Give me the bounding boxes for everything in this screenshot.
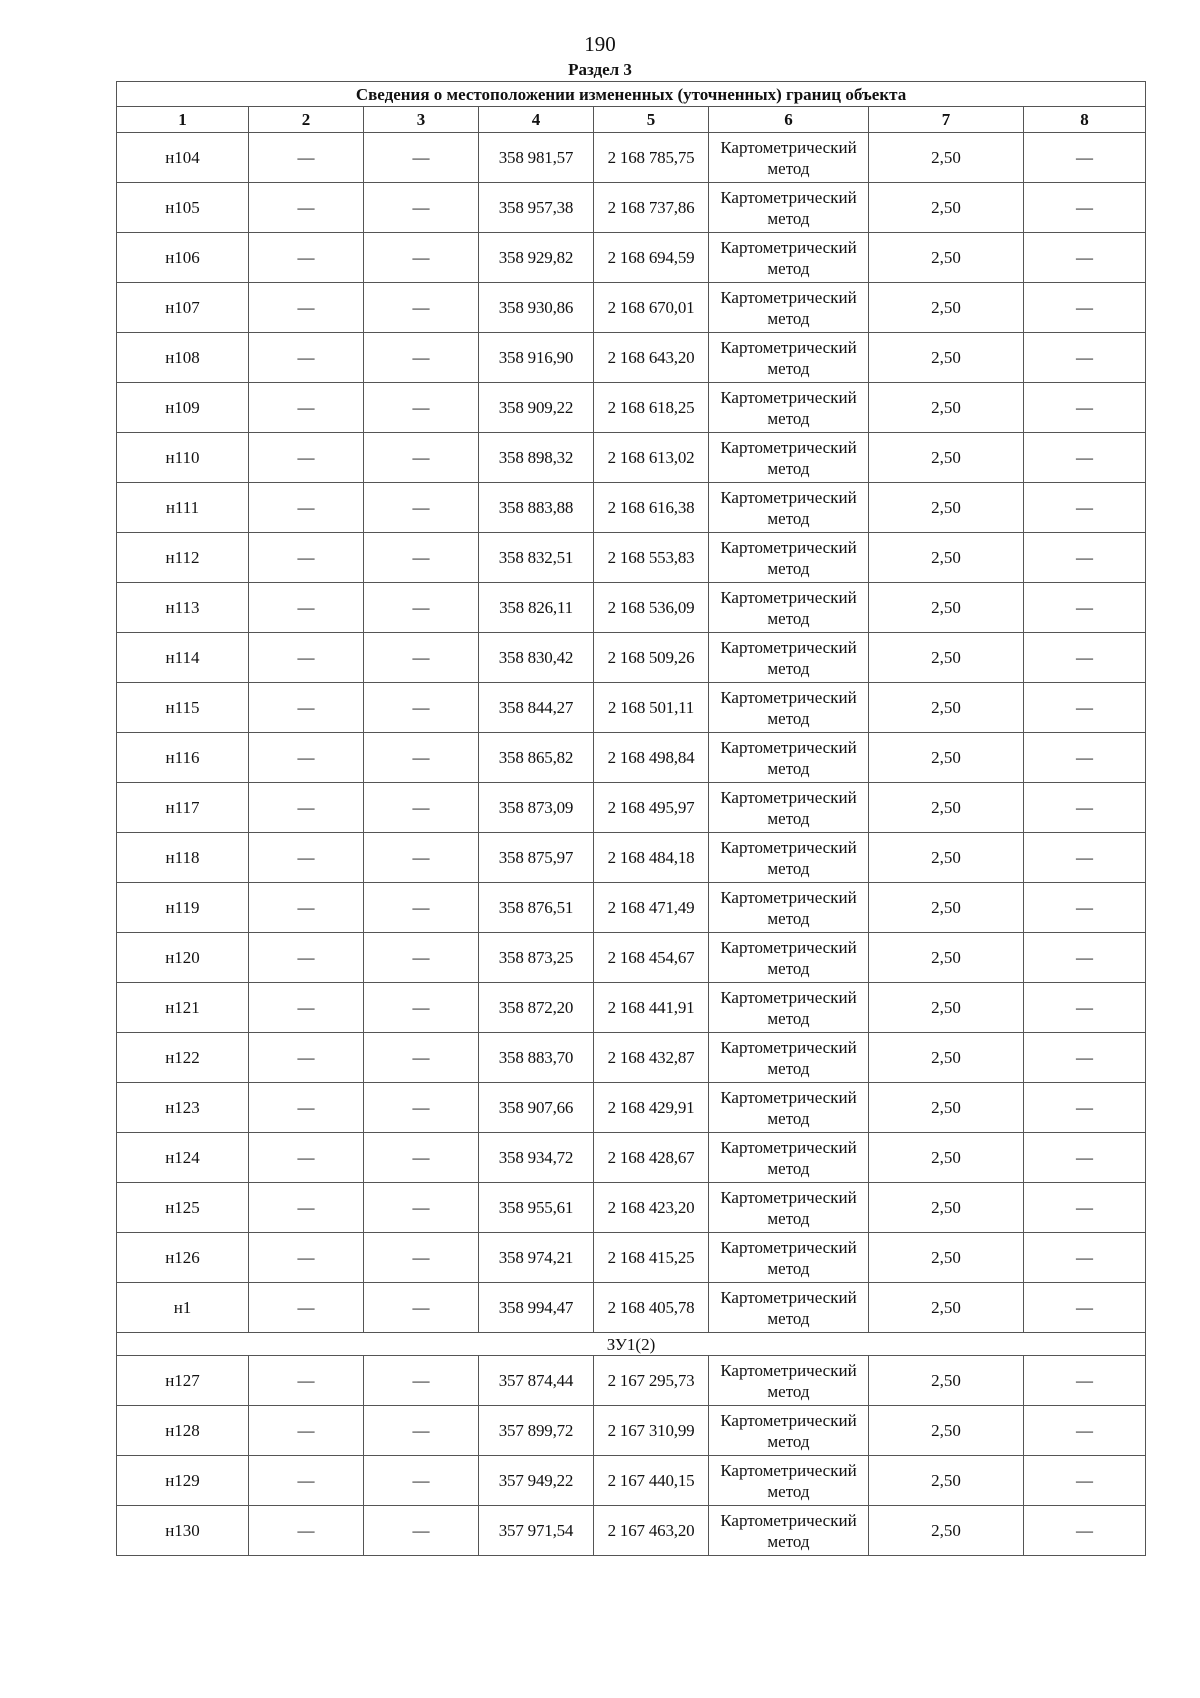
table-row [117, 933, 1146, 983]
point-cell: н118 [117, 833, 249, 883]
precision-cell: 2,50 [869, 1356, 1024, 1406]
precision-cell: 2,50 [869, 833, 1024, 883]
point-cell: н123 [117, 1083, 249, 1133]
method-cell: Картометрический метод [709, 433, 869, 483]
column-number: 5 [594, 107, 709, 133]
empty-cell: — [249, 133, 364, 183]
empty-cell: — [1024, 583, 1146, 633]
precision-cell: 2,50 [869, 583, 1024, 633]
x-coordinate-cell: 358 865,82 [479, 733, 594, 783]
empty-cell: — [249, 433, 364, 483]
table-row [117, 383, 1146, 433]
table-row [117, 1033, 1146, 1083]
precision-cell: 2,50 [869, 1456, 1024, 1506]
empty-cell: — [249, 1506, 364, 1556]
x-coordinate-cell: 358 876,51 [479, 883, 594, 933]
y-coordinate-cell: 2 168 643,20 [594, 333, 709, 383]
x-coordinate-cell: 357 899,72 [479, 1406, 594, 1456]
method-cell: Картометрический метод [709, 1283, 869, 1333]
x-coordinate-cell: 357 971,54 [479, 1506, 594, 1556]
table-row [117, 1356, 1146, 1406]
method-cell: Картометрический метод [709, 533, 869, 583]
precision-cell: 2,50 [869, 1083, 1024, 1133]
point-cell: н115 [117, 683, 249, 733]
point-cell: н108 [117, 333, 249, 383]
precision-cell: 2,50 [869, 1033, 1024, 1083]
empty-cell: — [1024, 433, 1146, 483]
point-cell: н121 [117, 983, 249, 1033]
empty-cell: — [1024, 183, 1146, 233]
x-coordinate-cell: 358 994,47 [479, 1283, 594, 1333]
precision-cell: 2,50 [869, 183, 1024, 233]
y-coordinate-cell: 2 168 428,67 [594, 1133, 709, 1183]
y-coordinate-cell: 2 168 405,78 [594, 1283, 709, 1333]
y-coordinate-cell: 2 168 495,97 [594, 783, 709, 833]
y-coordinate-cell: 2 167 440,15 [594, 1456, 709, 1506]
method-cell: Картометрический метод [709, 683, 869, 733]
empty-cell: — [249, 833, 364, 883]
empty-cell: — [364, 933, 479, 983]
y-coordinate-cell: 2 168 670,01 [594, 283, 709, 333]
precision-cell: 2,50 [869, 1406, 1024, 1456]
method-cell: Картометрический метод [709, 983, 869, 1033]
x-coordinate-cell: 358 872,20 [479, 983, 594, 1033]
precision-cell: 2,50 [869, 1233, 1024, 1283]
empty-cell: — [364, 583, 479, 633]
point-cell: н117 [117, 783, 249, 833]
empty-cell: — [249, 1406, 364, 1456]
empty-cell: — [249, 1033, 364, 1083]
method-cell: Картометрический метод [709, 633, 869, 683]
point-cell: н1 [117, 1283, 249, 1333]
table-row [117, 1506, 1146, 1556]
table-body [117, 82, 1146, 1556]
empty-cell: — [249, 883, 364, 933]
page-number: 190 [584, 32, 616, 56]
precision-cell: 2,50 [869, 733, 1024, 783]
point-cell: н125 [117, 1183, 249, 1233]
empty-cell: — [1024, 833, 1146, 883]
precision-cell: 2,50 [869, 433, 1024, 483]
precision-cell: 2,50 [869, 983, 1024, 1033]
point-cell: н107 [117, 283, 249, 333]
method-cell: Картометрический метод [709, 233, 869, 283]
table-row [117, 233, 1146, 283]
precision-cell: 2,50 [869, 883, 1024, 933]
table-row [117, 1283, 1146, 1333]
empty-cell: — [364, 233, 479, 283]
empty-cell: — [364, 1406, 479, 1456]
empty-cell: — [1024, 733, 1146, 783]
y-coordinate-cell: 2 168 471,49 [594, 883, 709, 933]
point-cell: н119 [117, 883, 249, 933]
empty-cell: — [1024, 1506, 1146, 1556]
x-coordinate-cell: 357 874,44 [479, 1356, 594, 1406]
x-coordinate-cell: 358 883,70 [479, 1033, 594, 1083]
y-coordinate-cell: 2 167 310,99 [594, 1406, 709, 1456]
point-cell: н116 [117, 733, 249, 783]
table-row [117, 633, 1146, 683]
point-cell: н111 [117, 483, 249, 533]
empty-cell: — [249, 783, 364, 833]
method-cell: Картометрический метод [709, 783, 869, 833]
empty-cell: — [364, 1356, 479, 1406]
x-coordinate-cell: 358 930,86 [479, 283, 594, 333]
method-cell: Картометрический метод [709, 1083, 869, 1133]
empty-cell: — [1024, 333, 1146, 383]
y-coordinate-cell: 2 168 484,18 [594, 833, 709, 883]
empty-cell: — [249, 183, 364, 233]
empty-cell: — [364, 1133, 479, 1183]
method-cell: Картометрический метод [709, 1456, 869, 1506]
table-row [117, 683, 1146, 733]
precision-cell: 2,50 [869, 333, 1024, 383]
empty-cell: — [364, 383, 479, 433]
empty-cell: — [364, 1083, 479, 1133]
y-coordinate-cell: 2 168 785,75 [594, 133, 709, 183]
precision-cell: 2,50 [869, 533, 1024, 583]
method-cell: Картометрический метод [709, 1133, 869, 1183]
empty-cell: — [249, 1356, 364, 1406]
empty-cell: — [1024, 933, 1146, 983]
empty-cell: — [364, 1506, 479, 1556]
empty-cell: — [249, 383, 364, 433]
table-row [117, 483, 1146, 533]
y-coordinate-cell: 2 168 536,09 [594, 583, 709, 633]
table-row [117, 1183, 1146, 1233]
table-row [117, 883, 1146, 933]
precision-cell: 2,50 [869, 1283, 1024, 1333]
method-cell: Картометрический метод [709, 383, 869, 433]
empty-cell: — [249, 633, 364, 683]
y-coordinate-cell: 2 168 429,91 [594, 1083, 709, 1133]
y-coordinate-cell: 2 168 616,38 [594, 483, 709, 533]
empty-cell: — [364, 1183, 479, 1233]
y-coordinate-cell: 2 168 415,25 [594, 1233, 709, 1283]
empty-cell: — [249, 933, 364, 983]
point-cell: н106 [117, 233, 249, 283]
column-number: 4 [479, 107, 594, 133]
method-cell: Картометрический метод [709, 883, 869, 933]
empty-cell: — [364, 133, 479, 183]
table-row [117, 1083, 1146, 1133]
precision-cell: 2,50 [869, 133, 1024, 183]
y-coordinate-cell: 2 168 498,84 [594, 733, 709, 783]
point-cell: н120 [117, 933, 249, 983]
x-coordinate-cell: 358 844,27 [479, 683, 594, 733]
method-cell: Картометрический метод [709, 1033, 869, 1083]
empty-cell: — [1024, 983, 1146, 1033]
method-cell: Картометрический метод [709, 483, 869, 533]
y-coordinate-cell: 2 168 737,86 [594, 183, 709, 233]
empty-cell: — [364, 683, 479, 733]
column-number: 3 [364, 107, 479, 133]
table-row [117, 533, 1146, 583]
empty-cell: — [364, 483, 479, 533]
table-row [117, 283, 1146, 333]
empty-cell: — [1024, 633, 1146, 683]
precision-cell: 2,50 [869, 1133, 1024, 1183]
empty-cell: — [364, 783, 479, 833]
table-caption: Сведения о местоположении измененных (уточненных) границ объекта [117, 82, 1146, 107]
empty-cell: — [1024, 233, 1146, 283]
x-coordinate-cell: 358 875,97 [479, 833, 594, 883]
empty-cell: — [249, 733, 364, 783]
x-coordinate-cell: 358 832,51 [479, 533, 594, 583]
empty-cell: — [249, 283, 364, 333]
x-coordinate-cell: 358 898,32 [479, 433, 594, 483]
empty-cell: — [1024, 783, 1146, 833]
empty-cell: — [1024, 1133, 1146, 1183]
x-coordinate-cell: 358 955,61 [479, 1183, 594, 1233]
table-row [117, 133, 1146, 183]
table-row [117, 1233, 1146, 1283]
empty-cell: — [364, 283, 479, 333]
point-cell: н126 [117, 1233, 249, 1283]
section-title: Раздел 3 [568, 60, 632, 79]
point-cell: н128 [117, 1406, 249, 1456]
empty-cell: — [364, 883, 479, 933]
x-coordinate-cell: 358 929,82 [479, 233, 594, 283]
table-caption-row [117, 82, 1146, 107]
precision-cell: 2,50 [869, 383, 1024, 433]
empty-cell: — [364, 183, 479, 233]
empty-cell: — [1024, 883, 1146, 933]
empty-cell: — [1024, 1283, 1146, 1333]
precision-cell: 2,50 [869, 783, 1024, 833]
y-coordinate-cell: 2 168 694,59 [594, 233, 709, 283]
precision-cell: 2,50 [869, 483, 1024, 533]
table-row [117, 183, 1146, 233]
group-label: ЗУ1(2) [117, 1333, 1146, 1356]
empty-cell: — [364, 833, 479, 883]
empty-cell: — [1024, 1356, 1146, 1406]
method-cell: Картометрический метод [709, 133, 869, 183]
precision-cell: 2,50 [869, 1506, 1024, 1556]
x-coordinate-cell: 358 974,21 [479, 1233, 594, 1283]
point-cell: н130 [117, 1506, 249, 1556]
x-coordinate-cell: 358 873,09 [479, 783, 594, 833]
empty-cell: — [249, 583, 364, 633]
y-coordinate-cell: 2 168 553,83 [594, 533, 709, 583]
empty-cell: — [249, 333, 364, 383]
empty-cell: — [364, 1233, 479, 1283]
empty-cell: — [364, 533, 479, 583]
empty-cell: — [249, 233, 364, 283]
y-coordinate-cell: 2 168 441,91 [594, 983, 709, 1033]
precision-cell: 2,50 [869, 633, 1024, 683]
precision-cell: 2,50 [869, 933, 1024, 983]
empty-cell: — [249, 483, 364, 533]
y-coordinate-cell: 2 168 613,02 [594, 433, 709, 483]
table-row [117, 1406, 1146, 1456]
x-coordinate-cell: 358 883,88 [479, 483, 594, 533]
column-number: 6 [709, 107, 869, 133]
empty-cell: — [364, 1033, 479, 1083]
point-cell: н113 [117, 583, 249, 633]
empty-cell: — [249, 983, 364, 1033]
point-cell: н129 [117, 1456, 249, 1506]
empty-cell: — [249, 1283, 364, 1333]
precision-cell: 2,50 [869, 283, 1024, 333]
method-cell: Картометрический метод [709, 1233, 869, 1283]
precision-cell: 2,50 [869, 683, 1024, 733]
y-coordinate-cell: 2 168 432,87 [594, 1033, 709, 1083]
table-row [117, 783, 1146, 833]
method-cell: Картометрический метод [709, 1356, 869, 1406]
empty-cell: — [1024, 283, 1146, 333]
empty-cell: — [1024, 683, 1146, 733]
point-cell: н109 [117, 383, 249, 433]
table-row [117, 583, 1146, 633]
table-row [117, 983, 1146, 1033]
column-number: 8 [1024, 107, 1146, 133]
empty-cell: — [249, 1083, 364, 1133]
method-cell: Картометрический метод [709, 1406, 869, 1456]
x-coordinate-cell: 358 873,25 [479, 933, 594, 983]
method-cell: Картометрический метод [709, 333, 869, 383]
x-coordinate-cell: 358 830,42 [479, 633, 594, 683]
method-cell: Картометрический метод [709, 1506, 869, 1556]
point-cell: н122 [117, 1033, 249, 1083]
y-coordinate-cell: 2 168 423,20 [594, 1183, 709, 1233]
empty-cell: — [1024, 1183, 1146, 1233]
y-coordinate-cell: 2 168 509,26 [594, 633, 709, 683]
method-cell: Картометрический метод [709, 733, 869, 783]
group-row [117, 1333, 1146, 1356]
empty-cell: — [364, 433, 479, 483]
table-row [117, 433, 1146, 483]
empty-cell: — [364, 733, 479, 783]
empty-cell: — [364, 633, 479, 683]
x-coordinate-cell: 358 957,38 [479, 183, 594, 233]
column-number: 1 [117, 107, 249, 133]
table-row [117, 733, 1146, 783]
x-coordinate-cell: 358 907,66 [479, 1083, 594, 1133]
point-cell: н110 [117, 433, 249, 483]
y-coordinate-cell: 2 167 463,20 [594, 1506, 709, 1556]
point-cell: н112 [117, 533, 249, 583]
y-coordinate-cell: 2 167 295,73 [594, 1356, 709, 1406]
method-cell: Картометрический метод [709, 833, 869, 883]
empty-cell: — [1024, 133, 1146, 183]
empty-cell: — [1024, 1406, 1146, 1456]
method-cell: Картометрический метод [709, 583, 869, 633]
empty-cell: — [249, 683, 364, 733]
method-cell: Картометрический метод [709, 183, 869, 233]
method-cell: Картометрический метод [709, 283, 869, 333]
empty-cell: — [364, 983, 479, 1033]
point-cell: н114 [117, 633, 249, 683]
table-row [117, 833, 1146, 883]
empty-cell: — [364, 1283, 479, 1333]
point-cell: н104 [117, 133, 249, 183]
x-coordinate-cell: 358 909,22 [479, 383, 594, 433]
column-number-row [117, 107, 1146, 133]
point-cell: н127 [117, 1356, 249, 1406]
x-coordinate-cell: 357 949,22 [479, 1456, 594, 1506]
column-number: 7 [869, 107, 1024, 133]
empty-cell: — [364, 333, 479, 383]
empty-cell: — [364, 1456, 479, 1506]
x-coordinate-cell: 358 826,11 [479, 583, 594, 633]
x-coordinate-cell: 358 981,57 [479, 133, 594, 183]
empty-cell: — [1024, 1033, 1146, 1083]
empty-cell: — [249, 1456, 364, 1506]
point-cell: н105 [117, 183, 249, 233]
empty-cell: — [1024, 1233, 1146, 1283]
x-coordinate-cell: 358 934,72 [479, 1133, 594, 1183]
y-coordinate-cell: 2 168 501,11 [594, 683, 709, 733]
y-coordinate-cell: 2 168 618,25 [594, 383, 709, 433]
empty-cell: — [249, 533, 364, 583]
table-row [117, 1133, 1146, 1183]
empty-cell: — [249, 1233, 364, 1283]
method-cell: Картометрический метод [709, 1183, 869, 1233]
method-cell: Картометрический метод [709, 933, 869, 983]
table-row [117, 333, 1146, 383]
table-row [117, 1456, 1146, 1506]
x-coordinate-cell: 358 916,90 [479, 333, 594, 383]
coordinates-table [116, 81, 1146, 1556]
empty-cell: — [1024, 1083, 1146, 1133]
empty-cell: — [1024, 383, 1146, 433]
empty-cell: — [1024, 533, 1146, 583]
y-coordinate-cell: 2 168 454,67 [594, 933, 709, 983]
empty-cell: — [249, 1133, 364, 1183]
empty-cell: — [249, 1183, 364, 1233]
point-cell: н124 [117, 1133, 249, 1183]
empty-cell: — [1024, 483, 1146, 533]
column-number: 2 [249, 107, 364, 133]
precision-cell: 2,50 [869, 233, 1024, 283]
precision-cell: 2,50 [869, 1183, 1024, 1233]
empty-cell: — [1024, 1456, 1146, 1506]
